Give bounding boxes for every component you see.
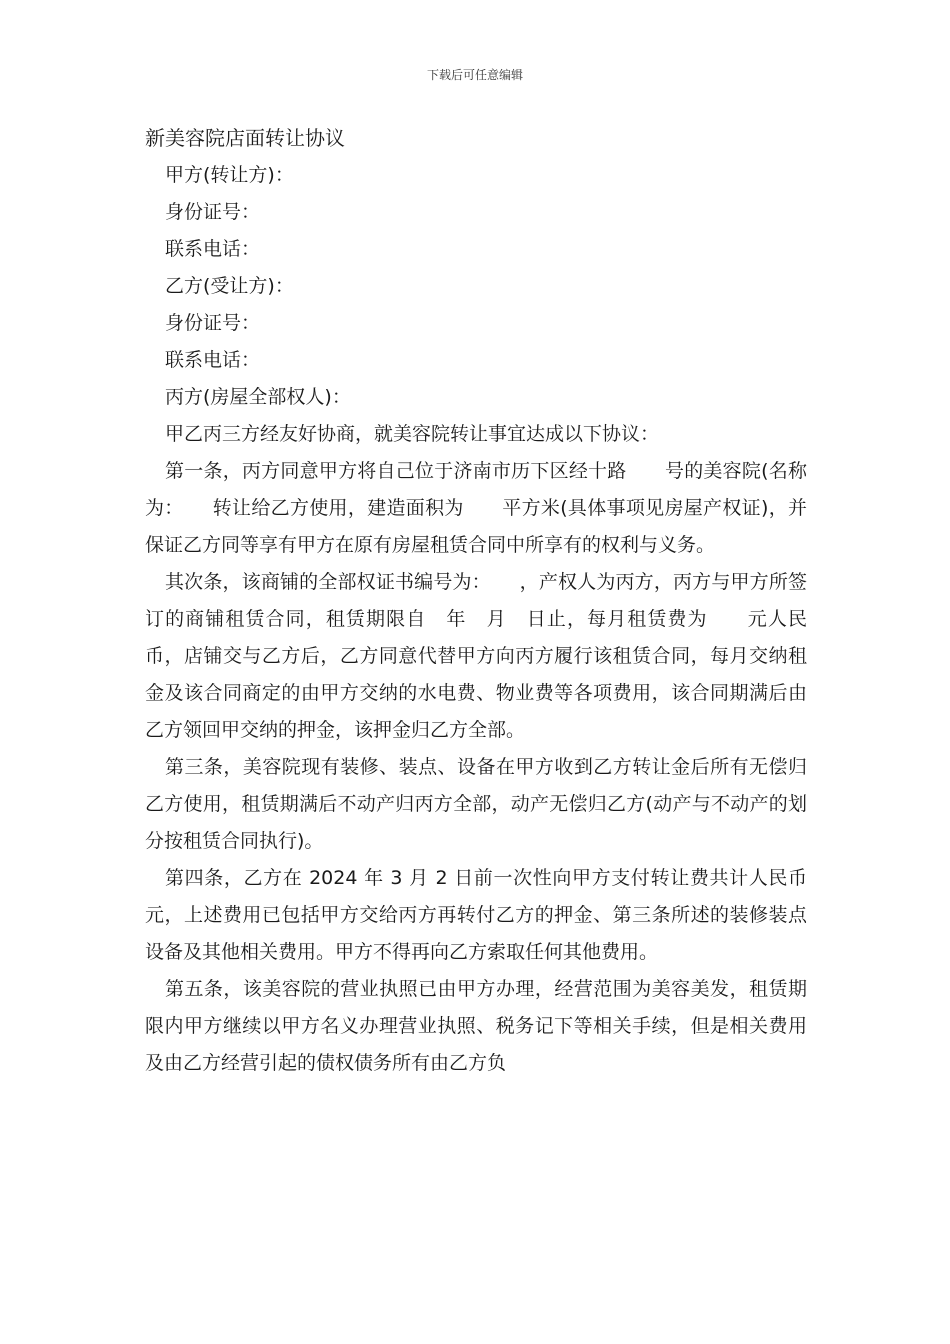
clause-5: 第五条，该美容院的营业执照已由甲方办理，经营范围为美容美发，租赁期限内甲方继续以甲方名义办理营业执照、税务记下等相关手续，但是相关费用及由乙方经营引起的债权债务所有由乙方负 [145,978,807,1074]
document-body [145,120,846,1082]
party-b-field: 乙方(受让方)： [165,275,294,297]
party-a-field: 甲方(转让方)： [165,164,294,186]
clause-2: 其次条，该商铺的全部权证书编号为： ，产权人为丙方，丙方与甲方所签订的商铺租赁合同，租赁期限自 年 月 日止，每月租赁费为 元人民币，店铺交与乙方后，乙方同意代替甲方向丙方履行该租赁合同，每月交纳租金及该合同商定的由甲方交纳的水电费、物业费等各项费用，该合同期满后由乙方领回甲交纳的押金，该押金归乙方全部。 [145,571,807,741]
intro-paragraph: 甲乙丙三方经友好协商，就美容院转让事宜达成以下协议： [165,423,660,445]
party-a-phone-field: 联系电话： [165,238,261,260]
party-c-field: 丙方(房屋全部权人)： [165,386,351,408]
clause-3: 第三条，美容院现有装修、装点、设备在甲方收到乙方转让金后所有无偿归乙方使用，租赁期满后不动产归丙方全部，动产无偿归乙方(动产与不动产的划分按租赁合同执行)。 [145,756,807,852]
clause-1: 第一条，丙方同意甲方将自己位于济南市历下区经十路 号的美容院(名称为： 转让给乙方使用，建造面积为 平方米(具体事项见房屋产权证)，并保证乙方同等享有甲方在原有房屋租赁合同中所享有的权利与义务。 [145,460,807,556]
party-a-id-field: 身份证号： [165,201,261,223]
page-header-note: 下载后可任意编辑 [426,68,523,82]
party-b-id-field: 身份证号： [165,312,261,334]
document-title: 新美容院店面转让协议 [145,126,345,150]
party-b-phone-field: 联系电话： [165,349,261,371]
clause-4: 第四条，乙方在 2024 年 3 月 2 日前一次性向甲方支付转让费共计人民币 元，上述费用已包括甲方交给丙方再转付乙方的押金、第三条所述的装修装点设备及其他相关费用。甲方不得再向乙方索取任何其他费用。 [145,867,846,963]
